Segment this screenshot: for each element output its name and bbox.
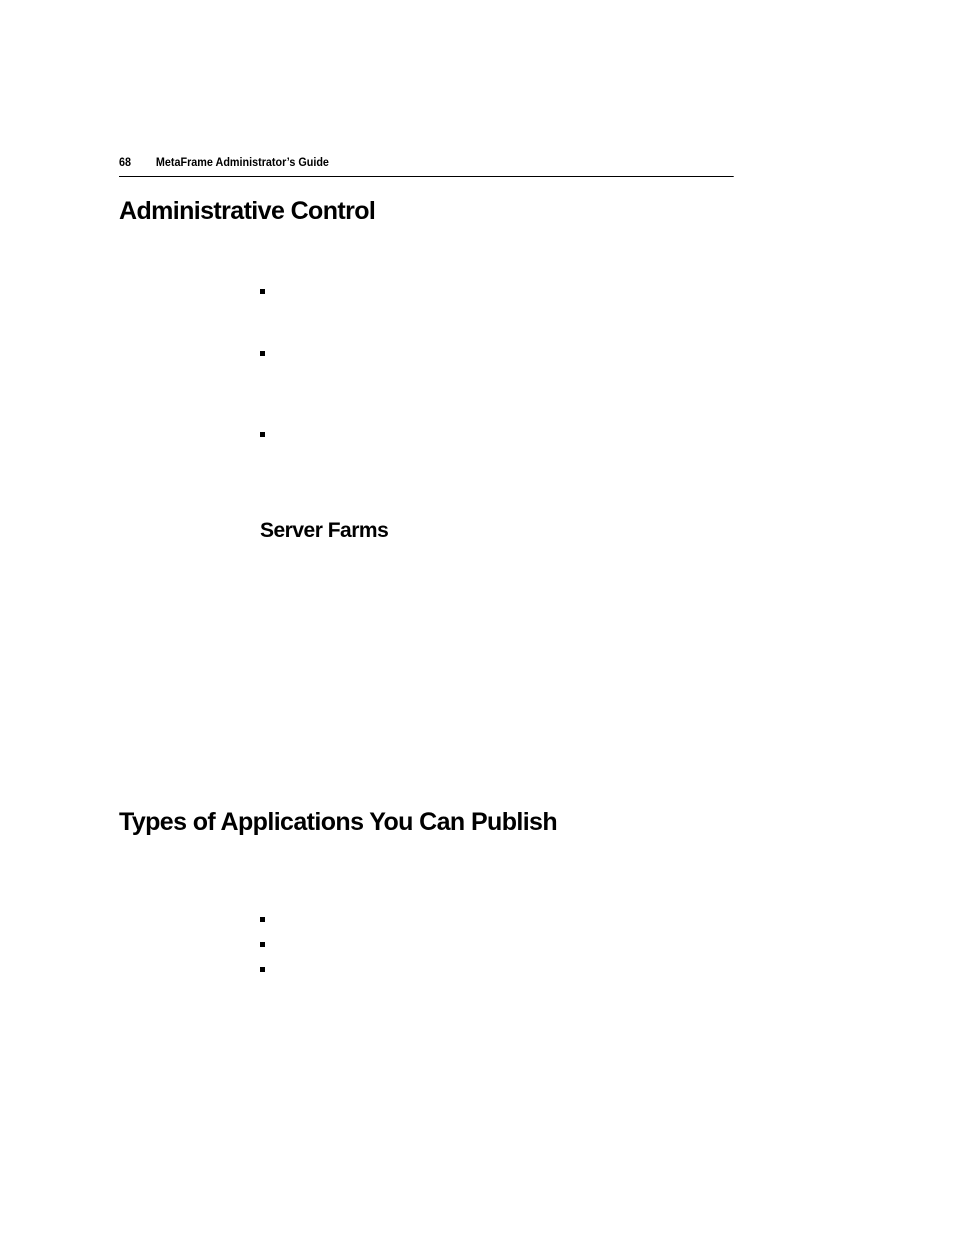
section-heading-types-of-applications: Types of Applications You Can Publish xyxy=(119,808,558,836)
bullet-marker xyxy=(260,289,265,294)
subheading-server-farms: Server Farms xyxy=(260,519,389,542)
bullet-marker xyxy=(260,351,265,356)
bullet-marker xyxy=(260,917,265,922)
section-heading-administrative-control: Administrative Control xyxy=(119,197,376,225)
bullet-marker xyxy=(260,942,265,947)
bullet-marker xyxy=(260,432,265,437)
page-number: 68 xyxy=(119,155,132,169)
bullet-marker xyxy=(260,967,265,972)
running-header xyxy=(119,154,734,177)
book-title: MetaFrame Administrator’s Guide xyxy=(155,155,329,169)
